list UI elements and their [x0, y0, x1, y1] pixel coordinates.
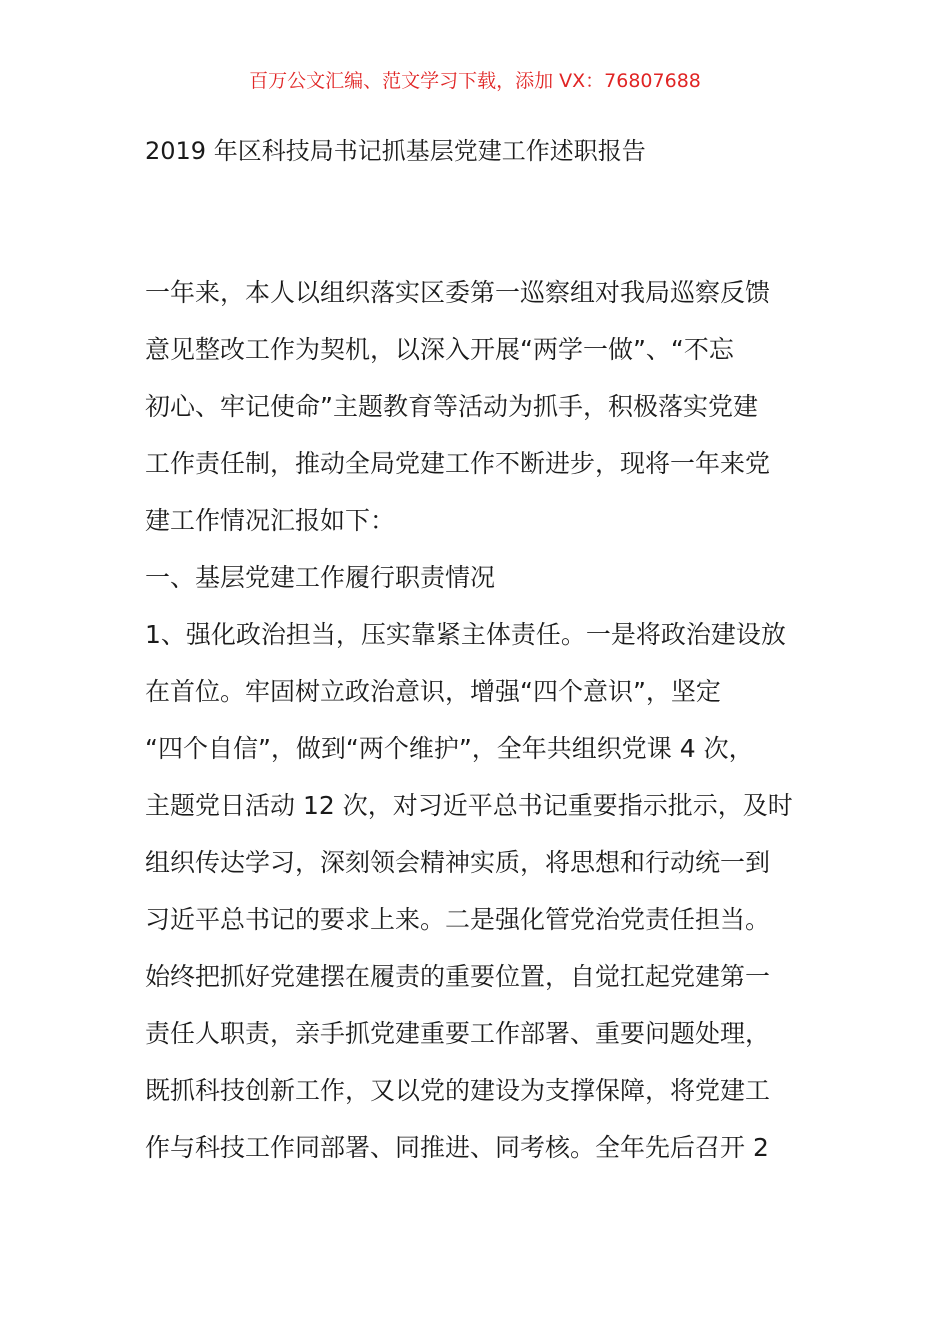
body-line: 责任人职责，亲手抓党建重要工作部署、重要问题处理， — [145, 1019, 771, 1048]
body-line: 始终把抓好党建摆在履责的重要位置，自觉扛起党建第一 — [145, 962, 771, 991]
body-line: 主题党日活动 12 次，对习近平总书记重要指示批示，及时 — [145, 791, 793, 820]
document-body — [145, 264, 845, 1176]
body-line: 既抓科技创新工作，又以党的建设为支撑保障，将党建工 — [145, 1076, 771, 1105]
document-title: 2019 年区科技局书记抓基层党建工作述职报告 — [145, 137, 646, 165]
body-line: 习近平总书记的要求上来。二是强化管党治党责任担当。 — [145, 905, 771, 934]
body-line: “四个自信”，做到“两个维护”，全年共组织党课 4 次， — [145, 734, 754, 763]
body-line: 作与科技工作同部署、同推进、同考核。全年先后召开 2 — [145, 1133, 769, 1162]
body-line: 初心、牢记使命”主题教育等活动为抓手，积极落实党建 — [145, 392, 758, 421]
body-line: 建工作情况汇报如下： — [145, 506, 396, 535]
body-line: 意见整改工作为契机，以深入开展“两学一做”、“不忘 — [145, 335, 734, 364]
header-banner: 百万公文汇编、范文学习下载，添加 VX：76807688 — [249, 70, 701, 92]
section-heading: 一、基层党建工作履行职责情况 — [145, 563, 496, 592]
body-line: 1、强化政治担当，压实靠紧主体责任。一是将政治建设放 — [145, 620, 786, 649]
body-line: 组织传达学习，深刻领会精神实质，将思想和行动统一到 — [145, 848, 771, 877]
body-line: 一年来，本人以组织落实区委第一巡察组对我局巡察反馈 — [145, 278, 771, 307]
body-line: 在首位。牢固树立政治意识，增强“四个意识”，坚定 — [145, 677, 721, 706]
body-line: 工作责任制，推动全局党建工作不断进步，现将一年来党 — [145, 449, 771, 478]
